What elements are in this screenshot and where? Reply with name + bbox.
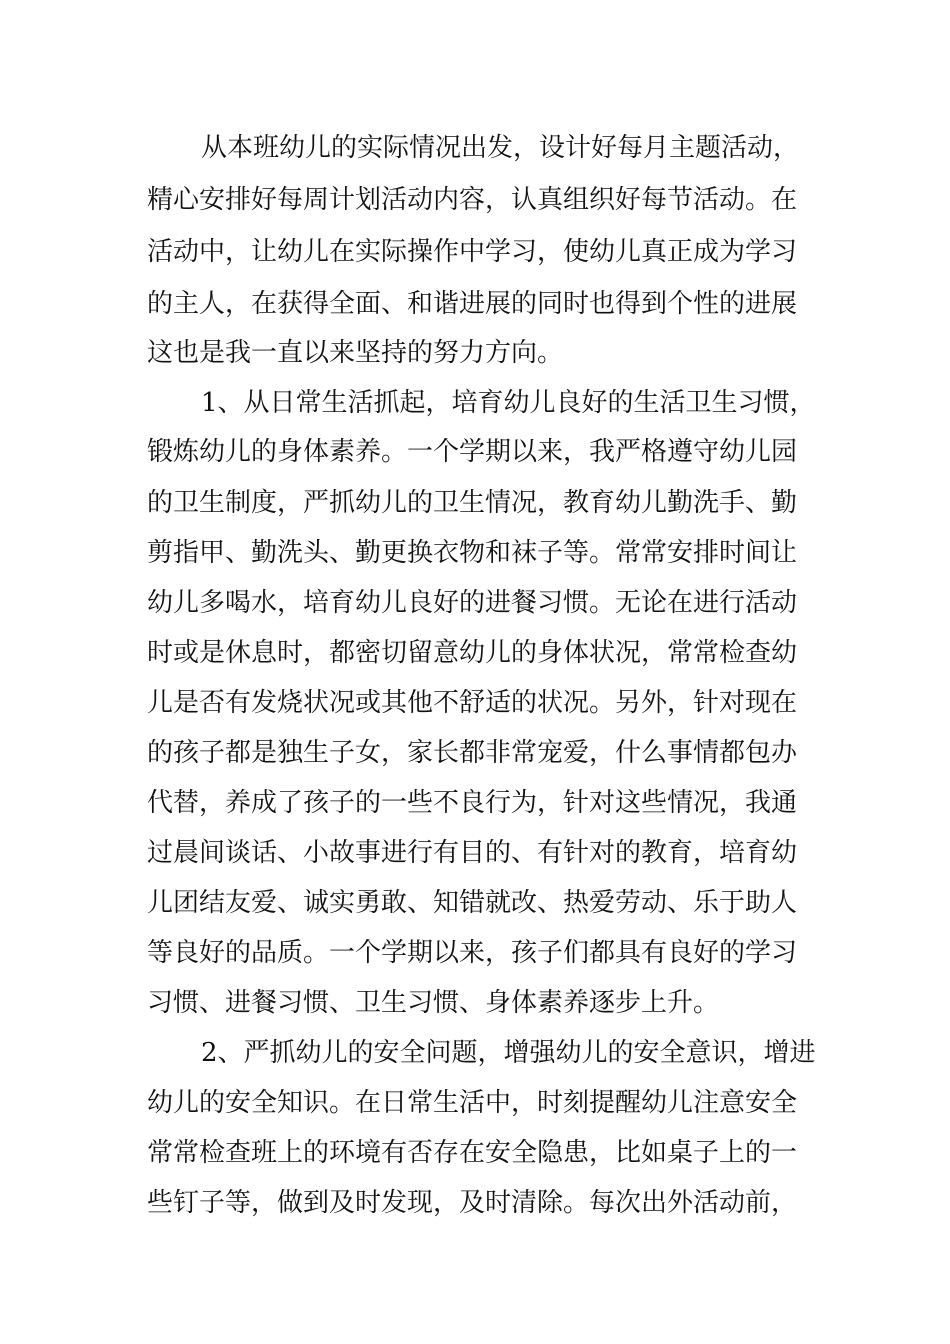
text-line: 等良好的品质。一个学期以来，孩子们都具有良好的学习: [147, 938, 798, 968]
text-line: 锻炼幼儿的身体素养。一个学期以来，我严格遵守幼儿园: [147, 437, 798, 467]
text-line: 2、严抓幼儿的安全问题，增强幼儿的安全意识，增进: [201, 1038, 816, 1068]
text-line: 从本班幼儿的实际情况出发，设计好每月主题活动，: [201, 133, 800, 163]
text-line: 1、从日常生活抓起，培育幼儿良好的生活卫生习惯，: [201, 388, 816, 418]
text-line: 儿是否有发烧状况或其他不舒适的状况。另外，针对现在: [147, 688, 798, 718]
text-line: 过晨间谈话、小故事进行有目的、有针对的教育，培育幼: [147, 838, 798, 868]
text-line: 习惯、进餐习惯、卫生习惯、身体素养逐步上升。: [147, 988, 720, 1018]
text-line: 这也是我一直以来坚持的努力方向。: [147, 338, 564, 368]
text-line: 幼儿的安全知识。在日常生活中，时刻提醒幼儿注意安全: [147, 1088, 798, 1118]
text-line: 的卫生制度，严抓幼儿的卫生情况，教育幼儿勤洗手、勤: [147, 488, 798, 518]
text-line: 精心安排好每周计划活动内容，认真组织好每节活动。在: [147, 185, 798, 215]
text-line: 儿团结友爱、诚实勇敢、知错就改、热爱劳动、乐于助人: [147, 888, 798, 918]
text-line: 代替，养成了孩子的一些不良行为，针对这些情况，我通: [147, 788, 798, 818]
text-line: 的主人，在获得全面、和谐进展的同时也得到个性的进展: [147, 289, 798, 319]
text-line: 常常检查班上的环境有否存在安全隐患，比如桌子上的一: [147, 1138, 798, 1168]
text-line: 幼儿多喝水，培育幼儿良好的进餐习惯。无论在进行活动: [147, 588, 798, 618]
text-line: 剪指甲、勤洗头、勤更换衣物和袜子等。常常安排时间让: [147, 538, 798, 568]
text-line: 活动中，让幼儿在实际操作中学习，使幼儿真正成为学习: [147, 237, 798, 267]
text-line: 时或是休息时，都密切留意幼儿的身体状况，常常检查幼: [147, 638, 798, 668]
text-line: 的孩子都是独生子女，家长都非常宠爱，什么事情都包办: [147, 738, 798, 768]
text-line: 些钉子等，做到及时发现，及时清除。每次出外活动前，: [147, 1188, 798, 1218]
